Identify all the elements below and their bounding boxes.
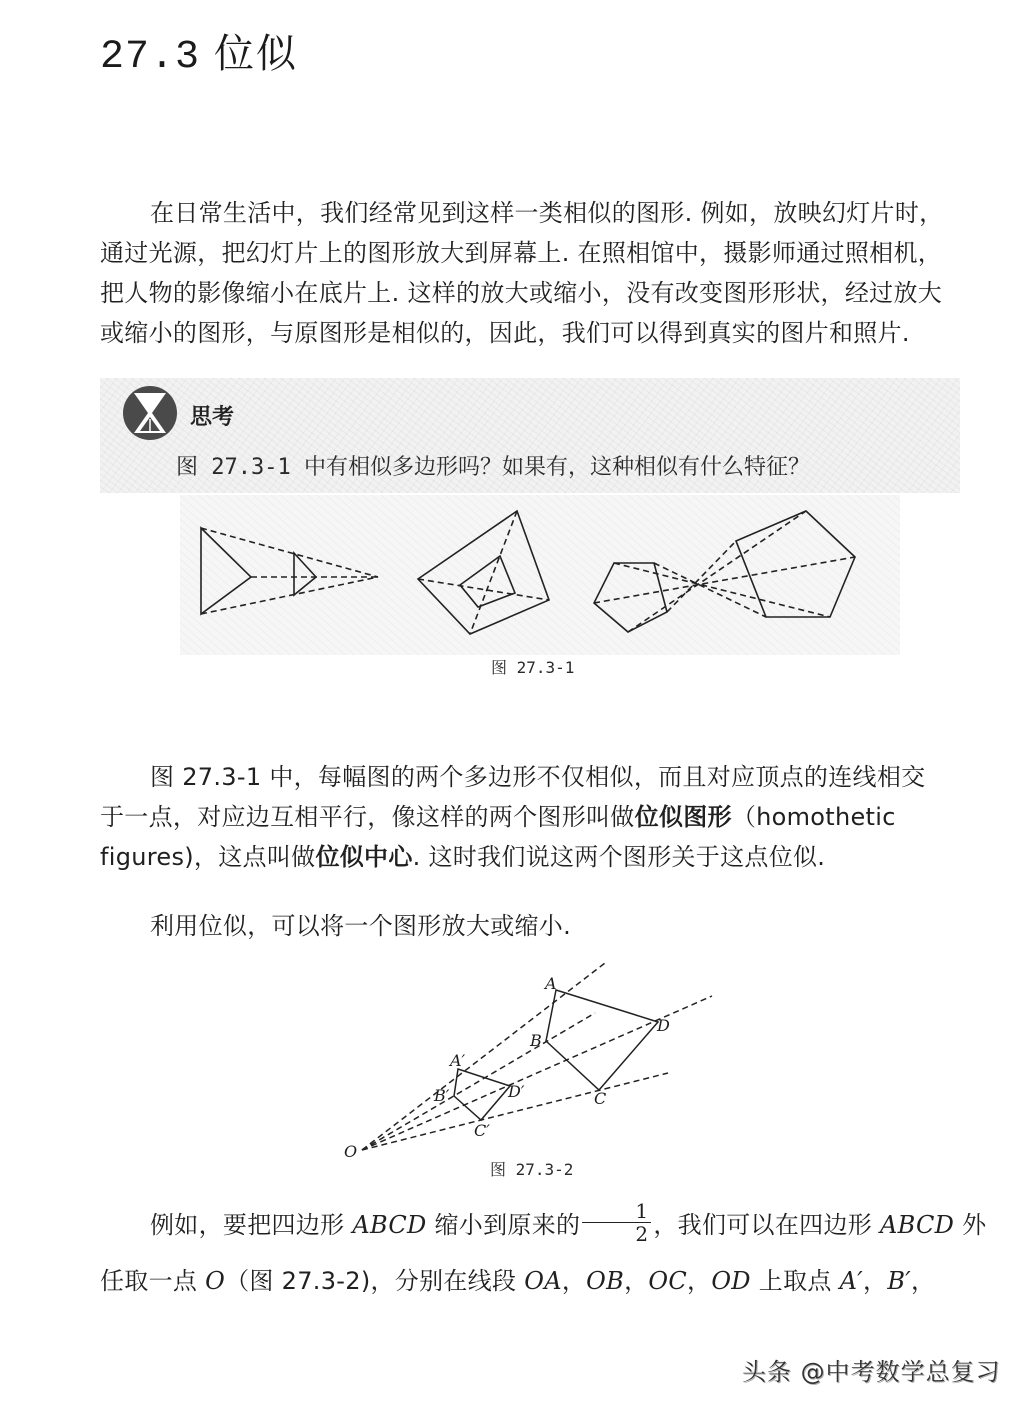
usage-paragraph: 利用位似，可以将一个图形放大或缩小. [150,912,572,940]
section-title-text: 位似 [214,31,299,77]
term-homothetic-center: 位似中心 [315,843,413,871]
watermark: 头条 @中考数学总复习 [742,1358,1001,1386]
label-O: O [344,1142,358,1161]
intro-line-4: 或缩小的图形，与原图形是相似的，因此，我们可以得到真实的图片和照片. [100,319,910,347]
fraction-numerator: 1 [582,1200,651,1223]
math-OB: OB [586,1267,625,1295]
example-line-1 [100,1197,986,1253]
fraction-one-half [582,1200,651,1245]
intro-line-1: 在日常生活中，我们经常见到这样一类相似的图形. 例如，放映幻灯片时， [150,199,944,227]
term-homothetic-figures: 位似图形 [634,803,732,831]
separator: ， [561,1267,587,1295]
figure-27-3-1-caption: 图 27.3-1 [491,658,575,677]
math-OA: OA [524,1267,562,1295]
separator: ， [863,1267,888,1295]
label-B-prime: B′ [434,1086,450,1105]
example-paragraph [100,1197,986,1309]
label-D-prime: D′ [508,1082,525,1101]
section-number: 27.3 [100,35,201,80]
definition-line-1: 图 27.3-1 中，每幅图的两个多边形不仅相似，而且对应顶点的连线相交 [150,763,926,791]
label-C: C [594,1089,607,1108]
math-OC: OC [648,1267,688,1295]
example-text: 例如，要把四边形 [150,1211,353,1239]
definition-text: 于一点，对应边互相平行，像这样的两个图形叫做 [100,803,635,831]
label-A: A [545,974,557,993]
label-D: D [657,1016,670,1035]
math-OD: OD [711,1267,751,1295]
label-A-prime: A′ [450,1051,466,1070]
intro-line-3: 把人物的影像缩小在底片上. 这样的放大或缩小，没有改变图形形状，经过放大 [100,279,943,307]
think-label: 思考 [190,405,235,430]
example-text: ，我们可以在四边形 [653,1211,880,1239]
example-text: 外 [954,1211,987,1239]
example-text: 缩小到原来的 [426,1211,581,1239]
intro-line-2: 通过光源，把幻灯片上的图形放大到屏幕上. 在照相馆中，摄影师通过照相机， [100,239,943,267]
example-text: 上取点 [750,1267,840,1295]
separator: ， [687,1267,712,1295]
definition-text: figures)，这点叫做 [100,843,316,871]
math-B-prime: B′ [887,1267,912,1295]
math-A-prime: A′ [839,1267,864,1295]
math-quad: ABCD [879,1211,955,1239]
separator: ， [624,1267,649,1295]
label-B: B [530,1031,542,1050]
math-point-O: O [205,1267,226,1295]
example-text: 任取一点 [100,1267,206,1295]
label-C-prime: C′ [474,1121,490,1140]
example-text: ， [911,1267,936,1295]
definition-text: . 这时我们说这两个图形关于这点位似. [412,843,826,871]
definition-text: （homothetic [731,803,896,831]
think-question: 图 27.3-1 中有相似多边形吗？如果有，这种相似有什么特征？ [176,455,810,480]
example-text: （图 27.3-2)，分别在线段 [225,1267,525,1295]
math-quad: ABCD [352,1211,427,1239]
fraction-denominator: 2 [635,1221,649,1246]
figure-27-3-2-caption: 图 27.3-2 [490,1160,574,1179]
example-line-2 [100,1253,986,1309]
